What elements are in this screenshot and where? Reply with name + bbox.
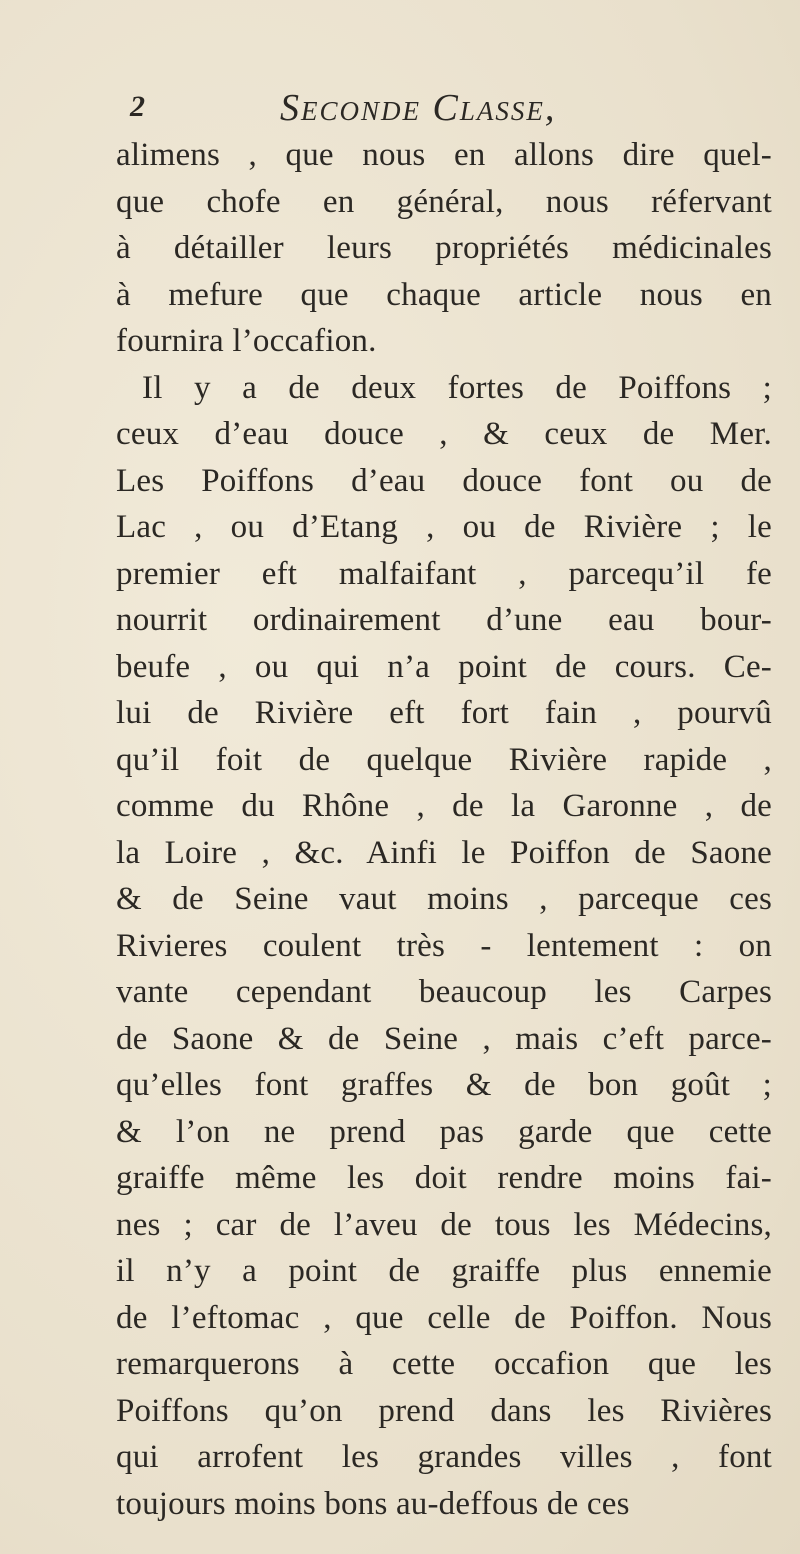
text-line: de l’eftomac , que celle de Poiffon. Nous — [116, 1299, 772, 1336]
text-line: remarquerons à cette occafion que les — [116, 1346, 772, 1382]
text-line: qu’il foit de quelque Rivière rapide , — [116, 741, 772, 778]
text-line: & l’on ne prend pas garde que cette — [116, 1113, 772, 1150]
text-line: nourrit ordinairement d’une eau bour- — [116, 602, 772, 638]
text-line: toujours moins bons au-deffous de ces — [116, 1485, 630, 1522]
text-line: graiffe même les doit rendre moins fai- — [116, 1160, 772, 1196]
text-line: de Saone & de Seine , mais c’eft parce- — [116, 1020, 772, 1057]
text-line: comme du Rhône , de la Garonne , de — [116, 788, 772, 824]
text-line: Poiffons qu’on prend dans les Rivières — [116, 1392, 772, 1429]
text-line: Les Poiffons d’eau douce font ou de — [116, 462, 772, 499]
text-line: qui arrofent les grandes villes , font — [116, 1439, 772, 1475]
text-line: qu’elles font graffes & de bon goût ; — [116, 1067, 772, 1103]
text-line: ceux d’eau douce , & ceux de Mer. — [116, 416, 772, 452]
text-line: nes ; car de l’aveu de tous les Médecins, — [116, 1206, 772, 1243]
text-line: il n’y a point de graiffe plus ennemie — [116, 1253, 772, 1289]
text-line: lui de Rivière eft fort fain , pourvû — [116, 695, 772, 731]
page-header — [130, 84, 690, 136]
text-line: Il y a de deux fortes de Poiffons ; — [142, 369, 772, 406]
text-line: à détailler leurs propriétés médicinales — [116, 230, 772, 266]
text-line: alimens , que nous en allons dire quel- — [116, 137, 772, 173]
text-line: à mefure que chaque article nous en — [116, 276, 772, 313]
text-line: la Loire , &c. Ainfi le Poiffon de Saone — [116, 834, 772, 871]
text-line: vante cependant beaucoup les Carpes — [116, 974, 772, 1010]
text-line: beufe , ou qui n’a point de cours. Ce- — [116, 648, 772, 685]
text-line: Rivieres coulent très - lentement : on — [116, 927, 772, 964]
text-line: premier eft malfaifant , parcequ’il fe — [116, 555, 772, 592]
page-number: 2 — [130, 90, 145, 123]
text-line: & de Seine vaut moins , parceque ces — [116, 881, 772, 917]
text-line: Lac , ou d’Etang , ou de Rivière ; le — [116, 509, 772, 545]
text-line: fournira l’occafion. — [116, 323, 377, 359]
running-head: Seconde Classe, — [280, 87, 557, 129]
body-text — [116, 132, 772, 1527]
text-line: que chofe en général, nous réfervant — [116, 183, 772, 220]
